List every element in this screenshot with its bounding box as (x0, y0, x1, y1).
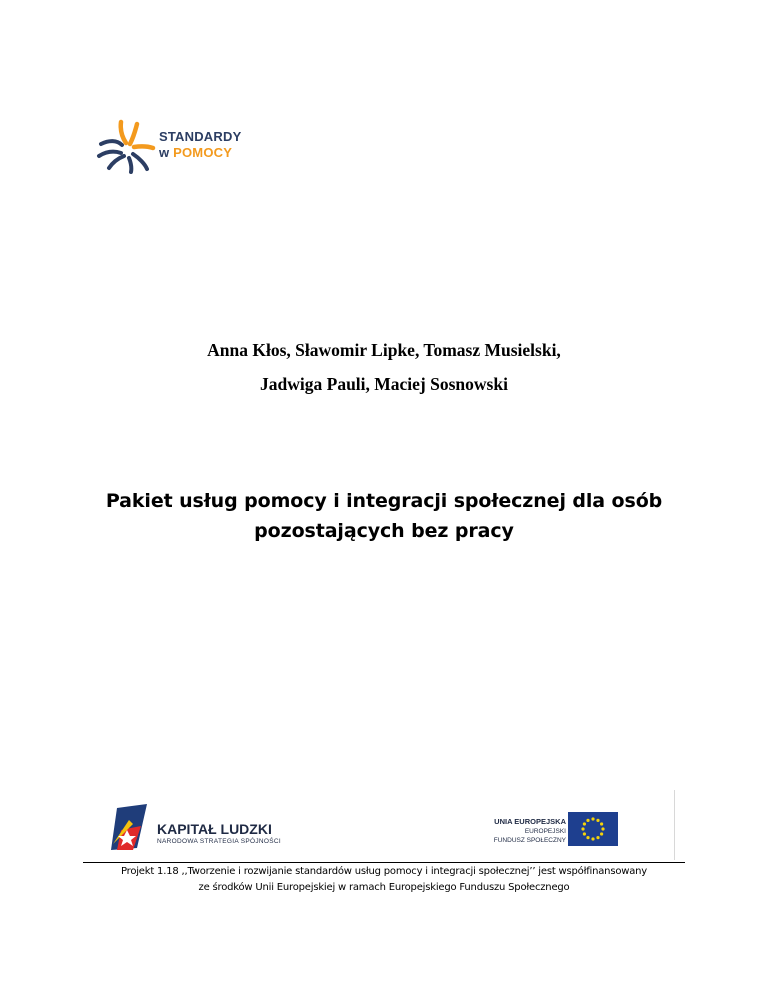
kapital-ludzki-icon (107, 800, 153, 852)
logo-word-pomocy: POMOCY (173, 145, 233, 160)
eu-main-label: UNIA EUROPEJSKA (494, 817, 566, 826)
footer-text (80, 864, 688, 896)
authors-line-1: Anna Kłos, Sławomir Lipke, Tomasz Musielski, (207, 340, 561, 360)
eu-sub-label-2: FUNDUSZ SPOŁECZNY (493, 837, 566, 844)
footer-text-line-1: Projekt 1.18 ,,Tworzenie i rozwijanie standardów usług pomocy i integracji społecznej’’ jest współfinansowany (120, 866, 648, 877)
footer-rule (83, 862, 685, 863)
authors-line-2: Jadwiga Pauli, Maciej Sosnowski (260, 374, 508, 394)
logo-line-w-pomocy (159, 145, 232, 160)
eu-text-block (494, 816, 566, 845)
logo-word-w: w (159, 145, 170, 160)
logo-line-standardy: STANDARDY (159, 129, 242, 144)
footer-text-line-2: ze środków Unii Europejskiej w ramach Europejskiego Funduszu Społecznego (198, 882, 570, 893)
kapital-ludzki-name: KAPITAŁ LUDZKI (157, 821, 272, 837)
footer-logos (95, 790, 679, 860)
standardy-w-pomocy-logo (95, 118, 270, 174)
kapital-ludzki-subtitle: NARODOWA STRATEGIA SPÓJNOŚCI (157, 838, 281, 845)
authors-block (0, 333, 768, 401)
document-title: Pakiet usług pomocy i integracji społecznej dla osób pozostających bez pracy (105, 490, 663, 542)
eu-flag-icon (568, 812, 618, 846)
eu-sub-label-1: EUROPEJSKI (524, 828, 566, 835)
logo-divider (674, 790, 675, 860)
standardy-star-icon (95, 118, 157, 174)
